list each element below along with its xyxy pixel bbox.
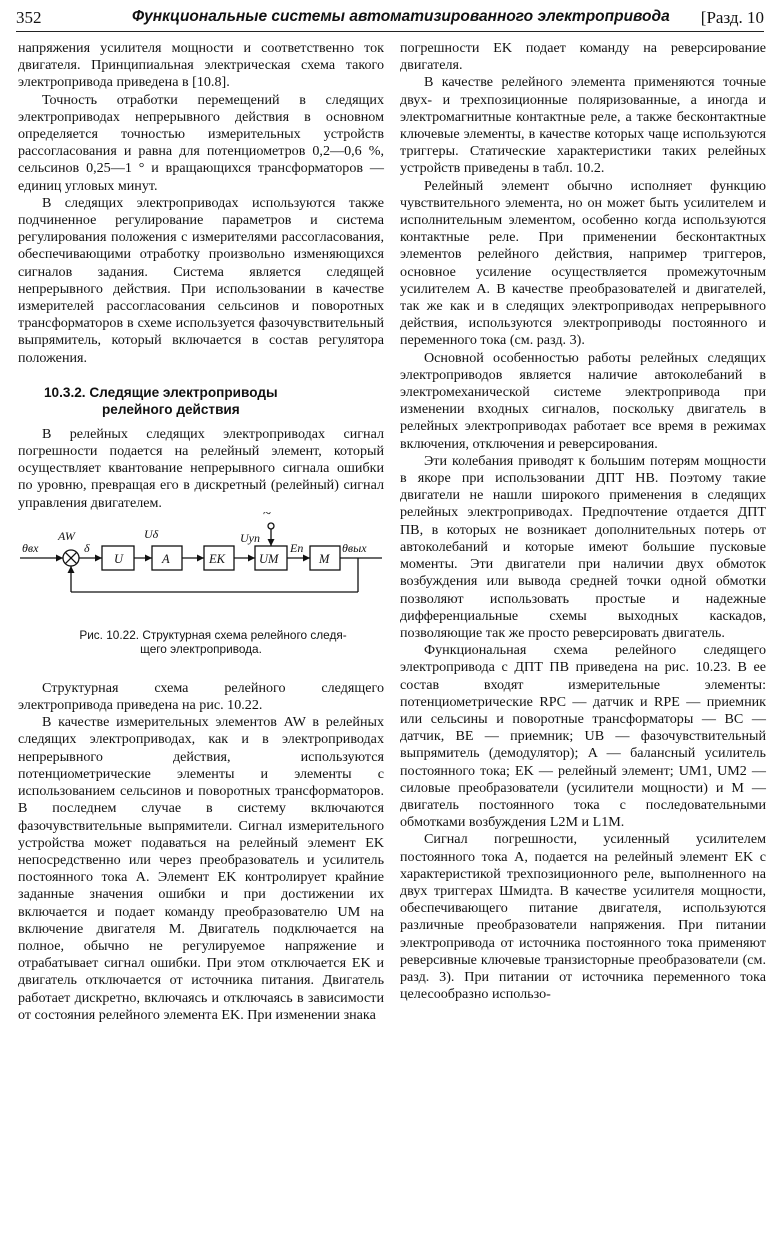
paragraph: В релейных следящих электроприводах сигнал погрешности подается на релейный элемент, который осуществляет квантование непрерывного сигнала ошибки по уровню, превращая его в дискретный (релейный) сигнал управления двигателем. xyxy=(18,425,384,511)
block-m-label: M xyxy=(319,551,330,566)
running-title: Функциональные системы автоматизированного электропривода xyxy=(132,8,670,25)
diagram-ac-label: ~ xyxy=(263,511,272,522)
diagram-supply-label: Uуп xyxy=(240,530,260,545)
paragraph: Структурная схема релейного следящего электропривода приведена на рис. 10.22. xyxy=(18,679,384,714)
diagram-summer-label: AW xyxy=(58,528,75,543)
heading-line-2: релейного действия xyxy=(102,401,240,417)
paragraph: Эти колебания приводят к большим потерям мощности в якоре при использовании ДПТ НВ. Поэтому такие двигатели не нашли широкого применения в следящих релейных электроприводах. Предпочтение отдается ДПТ ПВ, в которых не возникает дополнительных потерь от автоколебаний и которые имеют большие пусковые моменты. Эти двигатели при наличии двух обмоток возбуждения или вывода средней точки одной обмотки позволяют использовать простые и надежные дифференциальные схемы выходных каскадов, позволяющие так же просто реверсировать двигатель. xyxy=(400,452,766,641)
figure-10-22 xyxy=(18,512,384,628)
paragraph: Релейный элемент обычно исполняет функцию чувствительного элемента, но он может быть усилителем и исполнительным элементом, особенно когда используются контактные реле. При применении бесконтактных элементов релейного действия, например триггеров, основное усиление осуществляется промежуточным усилителем A. В качестве преобразователей и двигателей, так же как и в следящих электроприводах непрерывного действия, используются электроприводы постоянного и переменного тока (см. разд. 3). xyxy=(400,177,766,349)
paragraph: Основной особенностью работы релейных следящих электроприводов является наличие автоколебаний в электромеханической системе электропривода при изменении входных сигналов, поскольку двигатель в релейных электроприводах работает все время в режимах включения, отключения и реверсирования. xyxy=(400,349,766,452)
block-diagram xyxy=(18,512,384,628)
diagram-udelta-label: Uδ xyxy=(144,526,159,541)
block-um-label: UM xyxy=(259,551,279,566)
caption-line-1: Рис. 10.22. Структурная схема релейного следя- xyxy=(79,627,347,642)
paragraph: погрешности EK подает команду на реверсирование двигателя. xyxy=(400,40,766,74)
block-ek-label: EK xyxy=(209,551,225,566)
diagram-en-label: Eп xyxy=(290,540,304,555)
diagram-output-label: θвых xyxy=(342,540,367,555)
figure-caption xyxy=(18,628,384,656)
paragraph: Точность отработки перемещений в следящих электроприводах непрерывного действия в основном определяется точностью измерительных устройств рассогласования и равна для потенциометров 0,2—0,6 %, сельсинов 0,25—1 ° и вращающихся трансформаторов — единиц угловых минут. xyxy=(18,91,384,194)
paragraph: напряжения усилителя мощности и соответственно ток двигателя. Принципиальная электрическая схема такого электропривода приведена в [10.8]. xyxy=(18,40,384,91)
left-column xyxy=(18,40,384,1024)
diagram-error-label: δ xyxy=(84,540,90,555)
block-u-label: U xyxy=(114,551,124,566)
section-heading xyxy=(18,384,384,418)
heading-line-1: 10.3.2. Следящие электроприводы xyxy=(44,384,278,400)
caption-line-2: щего электропривода. xyxy=(140,641,262,656)
paragraph: Сигнал погрешности, усиленный усилителем постоянного тока A, подается на релейный элемент EK с характеристикой трехпозиционного реле, выполненного на двух триггерах Шмидта. В качестве усилителя мощности, обеспечивающего питание двигателя, используются различные преобразователи напряжения. При питании электропривода от источника постоянного тока применяют реверсивные ключевые транзисторные преобразователи (см. разд. 3). При питании от источника переменного тока целесообразно использо- xyxy=(400,831,766,1003)
paragraph: В следящих электроприводах используются также подчиненное регулирование параметров и система регулирования положения с измерителями рассогласования, обеспечивающими отработку произвольно изменяющихся сигналов задания. Система является следящей непрерывного действия. При использовании в качестве измерителей рассогласования сельсинов и поворотных трансформаторов в схеме используется фазочувствительный выпрямитель, который включается в состав регулятора положения. xyxy=(18,194,384,366)
block-a-label: A xyxy=(162,551,170,566)
page-number: 352 xyxy=(16,8,42,27)
section-ref: [Разд. 10 xyxy=(700,8,764,27)
paragraph: В качестве релейного элемента применяются точные двух- и трехпозиционные поляризованные, а иногда и электромагнитные контактные реле, а также бесконтактные ключевые элементы, в качестве которых чаще используются триггеры. Статические характеристики таких релейных устройств приведены в табл. 10.2. xyxy=(400,74,766,177)
diagram-input-label: θвх xyxy=(22,540,39,555)
paragraph: Функциональная схема релейного следящего электропривода с ДПТ ПВ приведена на рис. 10.23. В ее состав входят измерительные элементы: потенциометрические RPC — датчик и RPE — приемник или сельсины и поворотные трансформаторы — BC — датчик, BE — приемник; UB — фазочувствительный выпрямитель (демодулятор); A — балансный усилитель постоянного тока; EK — релейный элемент; UM1, UM2 — силовые преобразователи (усилители мощности) и M — двигатель постоянного тока с последовательными обмотками возбуждения L2M и L1M. xyxy=(400,642,766,831)
right-column xyxy=(400,40,766,1003)
paragraph: В качестве измерительных элементов AW в релейных следящих электроприводах, как и в электроприводах непрерывного действия, используются потенциометрические элементы и элементы с использованием сельсинов и поворотных трансформаторов. В последнем случае в систему включаются фазочувствительные выпрямители. Сигнал измерительного устройства может подаваться на релейный элемент EK непосредственно или через преобразователь и усилитель постоянного тока A. Элемент EK контролирует крайние заданные значения ошибки и при достижении их включается и подает команду преобразователю UM на включение двигателя M. Двигатель подключается на полное, обычно не регулируемое напряжение и отрабатывает сигнал ошибки. При этом отключается EK и двигатель отключается от источника питания. Двигатель работает дискретно, включаясь и отключаясь в зависимости от состояния релейного элемента EK. При изменении знака xyxy=(18,714,384,1023)
running-header xyxy=(16,5,764,32)
